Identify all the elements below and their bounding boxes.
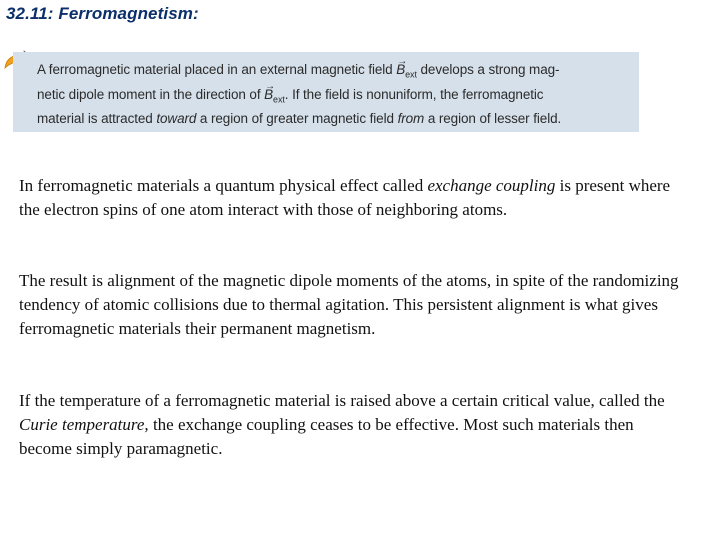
callout-line3-mid: a region of greater magnetic field — [196, 111, 398, 127]
term-exchange-coupling: exchange coupling — [427, 176, 556, 195]
page-title: 32.11: Ferromagnetism: — [6, 4, 199, 23]
paragraph-alignment: The result is alignment of the magnetic dipole moments of the atoms, in spite of the randomizing tendency of atomic collisions due to thermal agitation. This persistent alignment is what gives ferromagnetic materials their permanent magnetism. — [19, 271, 679, 338]
callout-line1-end: develops a strong mag- — [416, 62, 560, 77]
term-curie-temperature: Curie temperature, — [19, 415, 149, 434]
callout-text — [37, 60, 637, 129]
b-ext-vector-2: → $B_{ext}$ — [264, 87, 285, 102]
callout-line2-end: . If the field is nonuniform, the ferromagnetic — [284, 86, 544, 102]
callout-line3-start: material is attracted — [37, 111, 157, 127]
paragraph-exchange-coupling: In ferromagnetic materials a quantum physical effect called exchange coupling is present where the electron spins of one atom interact with those of neighboring atoms. — [19, 176, 671, 219]
callout-line2-start: netic dipole moment in the direction of — [37, 86, 265, 102]
callout-line1-start: A ferromagnetic material placed in an external magnetic field — [37, 62, 397, 77]
callout-from: from — [397, 111, 425, 127]
paragraph-curie-temperature: If the temperature of a ferromagnetic material is raised above a certain critical value, called the Curie temperature, the exchange coupling ceases to be effective. Most such materials then become simply paramagnetic. — [19, 391, 665, 458]
callout-line3-end: a region of lesser field. — [424, 111, 562, 127]
callout-toward: toward — [156, 111, 197, 127]
b-ext-vector: → $B_{ext}$ — [396, 62, 417, 77]
definition-callout — [13, 52, 639, 132]
